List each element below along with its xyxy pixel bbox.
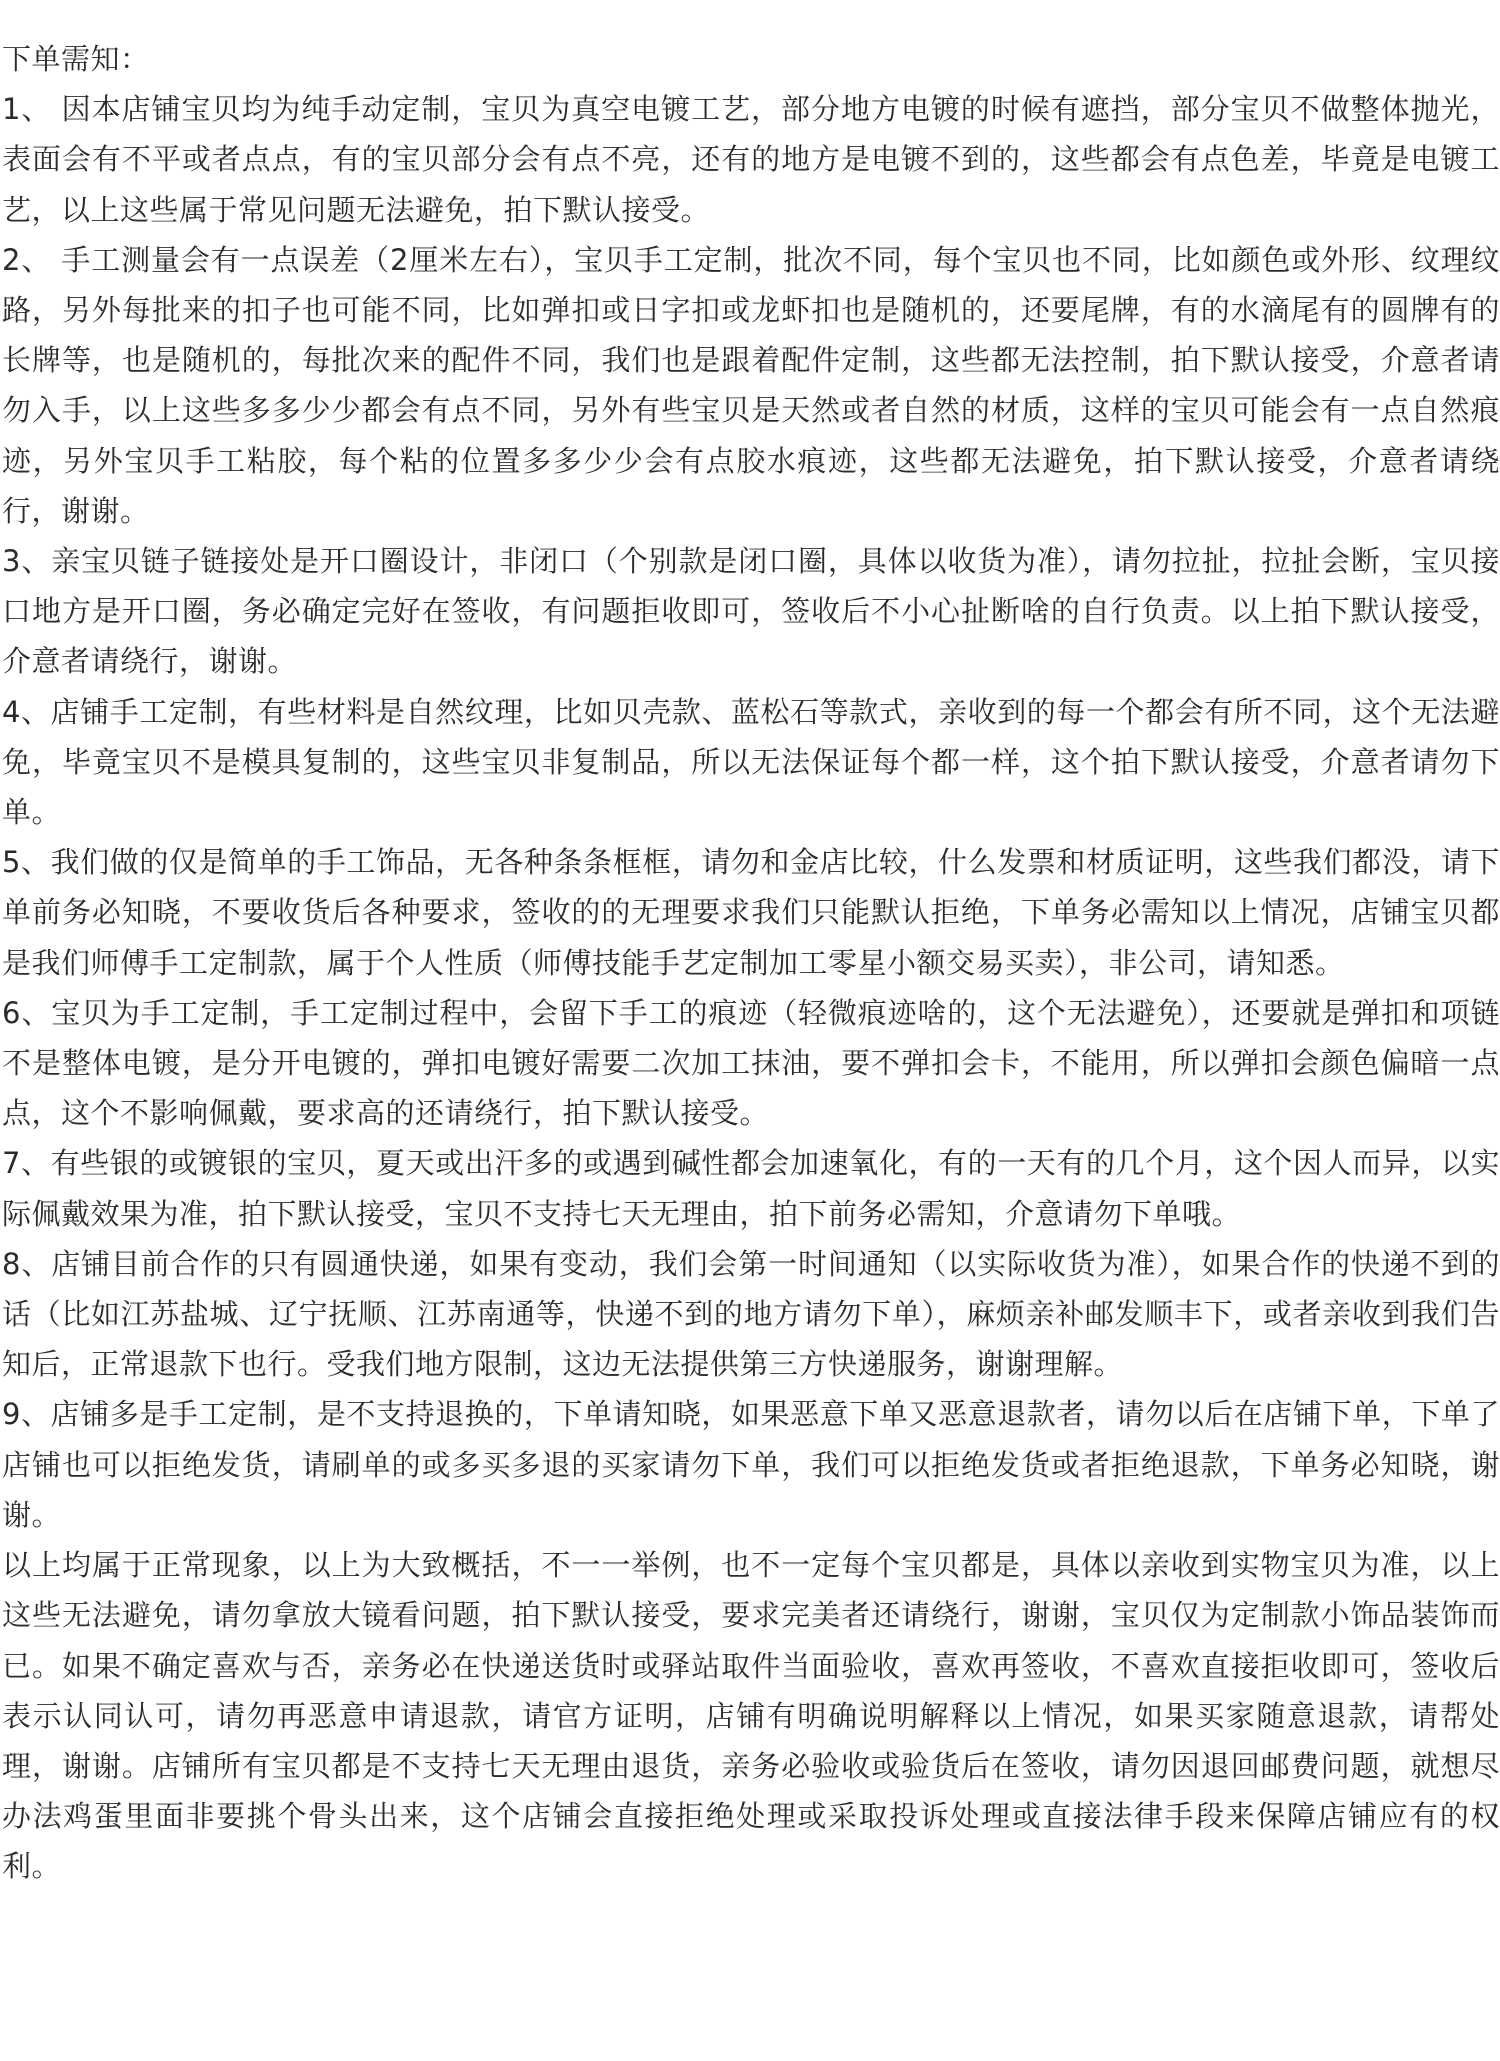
notice-item-9: 9、店铺多是手工定制，是不支持退换的，下单请知晓，如果恶意下单又恶意退款者，请勿以后在店铺下单，下单了店铺也可以拒绝发货，请刷单的或多买多退的买家请勿下单，我们可以拒绝发货或者拒绝退款，下单务必知晓，谢谢。: [2, 1397, 1500, 1532]
notice-title: 下单需知：: [2, 42, 150, 76]
notice-item-3: 3、亲宝贝链子链接处是开口圈设计，非闭口（个别款是闭口圈，具体以收货为准），请勿拉扯，拉扯会断，宝贝接口地方是开口圈，务必确定完好在签收，有问题拒收即可，签收后不小心扯断啥的自行负责。以上拍下默认接受，介意者请绕行，谢谢。: [2, 544, 1500, 679]
notice-item-7: 7、有些银的或镀银的宝贝，夏天或出汗多的或遇到碱性都会加速氧化，有的一天有的几个月，这个因人而异，以实际佩戴效果为准，拍下默认接受，宝贝不支持七天无理由，拍下前务必需知，介意请勿下单哦。: [2, 1146, 1500, 1231]
notice-summary: 以上均属于正常现象，以上为大致概括，不一一举例，也不一定每个宝贝都是，具体以亲收到实物宝贝为准，以上这些无法避免，请勿拿放大镜看问题，拍下默认接受，要求完美者还请绕行，谢谢，宝贝仅为定制款小饰品装饰而已。如果不确定喜欢与否，亲务必在快递送货时或驿站取件当面验收，喜欢再签收，不喜欢直接拒收即可，签收后表示认同认可，请勿再恶意申请退款，请官方证明，店铺有明确说明解释以上情况，如果买家随意退款，请帮处理，谢谢。店铺所有宝贝都是不支持七天无理由退货，亲务必验收或验货后在签收，请勿因退回邮费问题，就想尽办法鸡蛋里面非要挑个骨头出来，这个店铺会直接拒绝处理或采取投诉处理或直接法律手段来保障店铺应有的权利。: [2, 1548, 1500, 1884]
notice-item-1: 1、 因本店铺宝贝均为纯手动定制，宝贝为真空电镀工艺，部分地方电镀的时候有遮挡，部分宝贝不做整体抛光，表面会有不平或者点点，有的宝贝部分会有点不亮，还有的地方是电镀不到的，这些都会有点色差，毕竟是电镀工艺，以上这些属于常见问题无法避免，拍下默认接受。: [2, 92, 1500, 227]
notice-item-6: 6、宝贝为手工定制，手工定制过程中，会留下手工的痕迹（轻微痕迹啥的，这个无法避免），还要就是弹扣和项链不是整体电镀，是分开电镀的，弹扣电镀好需要二次加工抹油，要不弹扣会卡，不能用，所以弹扣会颜色偏暗一点点，这个不影响佩戴，要求高的还请绕行，拍下默认接受。: [2, 995, 1500, 1131]
notice-item-8: 8、店铺目前合作的只有圆通快递，如果有变动，我们会第一时间通知（以实际收货为准），如果合作的快递不到的话（比如江苏盐城、辽宁抚顺、江苏南通等，快递不到的地方请勿下单），麻烦亲补邮发顺丰下，或者亲收到我们告知后，正常退款下也行。受我们地方限制，这边无法提供第三方快递服务，谢谢理解。: [2, 1246, 1500, 1382]
notice-item-4: 4、店铺手工定制，有些材料是自然纹理，比如贝壳款、蓝松石等款式，亲收到的每一个都会有所不同，这个无法避免，毕竟宝贝不是模具复制的，这些宝贝非复制品，所以无法保证每个都一样，这个拍下默认接受，介意者请勿下单。: [2, 694, 1500, 830]
notice-item-5: 5、我们做的仅是简单的手工饰品，无各种条条框框，请勿和金店比较，什么发票和材质证明，这些我们都没，请下单前务必知晓，不要收货后各种要求，签收的的无理要求我们只能默认拒绝，下单务必需知以上情况，店铺宝贝都是我们师傅手工定制款，属于个人性质（师傅技能手艺定制加工零星小额交易买卖），非公司，请知悉。: [2, 845, 1500, 980]
notice-item-2: 2、 手工测量会有一点误差（2厘米左右），宝贝手工定制，批次不同，每个宝贝也不同，比如颜色或外形、纹理纹路，另外每批来的扣子也可能不同，比如弹扣或日字扣或龙虾扣也是随机的，还要尾牌，有的水滴尾有的圆牌有的长牌等，也是随机的，每批次来的配件不同，我们也是跟着配件定制，这些都无法控制，拍下默认接受，介意者请勿入手，以上这些多多少少都会有点不同，另外有些宝贝是天然或者自然的材质，这样的宝贝可能会有一点自然痕迹，另外宝贝手工粘胶，每个粘的位置多多少少会有点胶水痕迹，这些都无法避免，拍下默认接受，介意者请绕行，谢谢。: [2, 242, 1500, 528]
